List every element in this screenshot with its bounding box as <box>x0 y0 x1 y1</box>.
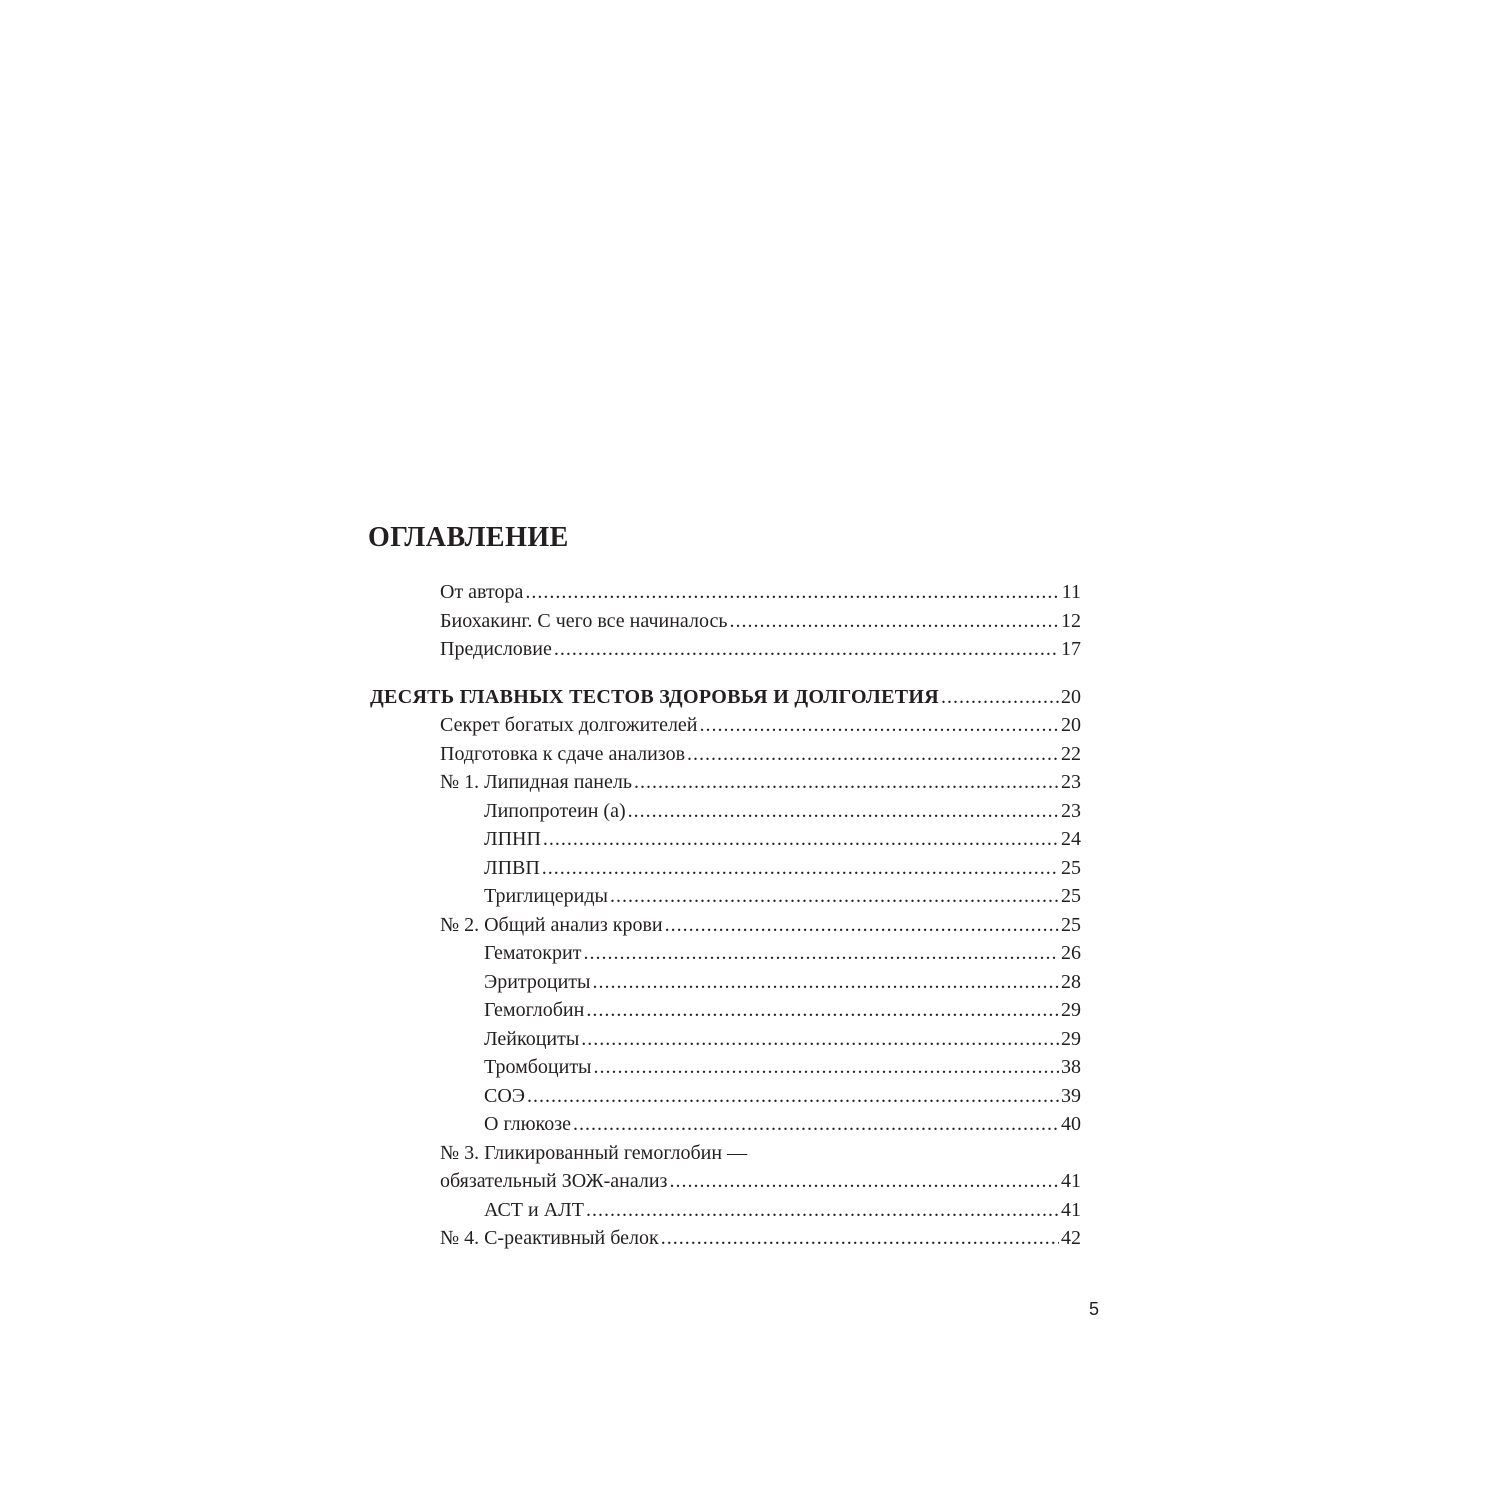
toc-entry-label: обязательный ЗОЖ-анализ <box>440 1170 668 1192</box>
toc-entry <box>440 607 1081 636</box>
toc-entry-page: 38 <box>1061 1056 1081 1078</box>
toc-dot-leader <box>665 911 1059 940</box>
toc-dot-leader <box>669 1167 1059 1196</box>
toc-entry-page: 20 <box>1061 685 1081 708</box>
toc-dot-leader <box>594 1053 1060 1082</box>
toc-entry-page: 28 <box>1061 970 1081 993</box>
toc-entry-page: 29 <box>1061 999 1081 1021</box>
toc-entry <box>440 1167 1081 1196</box>
toc-dot-leader <box>542 854 1059 883</box>
toc-entry <box>484 1196 1081 1225</box>
toc-entry <box>440 768 1081 797</box>
toc-entry-label: Лейкоциты <box>484 1027 580 1050</box>
toc-entry-label: АСТ и АЛТ <box>484 1198 584 1221</box>
toc-entry-page: 41 <box>1061 1170 1081 1192</box>
toc-entry-page: 29 <box>1061 1027 1081 1050</box>
toc-entry-label: О глюкозе <box>484 1113 572 1135</box>
toc-dot-leader <box>573 1110 1059 1139</box>
page-number: 5 <box>1089 1299 1100 1319</box>
toc-entry-label: № 4. С-реактивный белок <box>440 1227 659 1249</box>
toc-entry-label: № 1. Липидная панель <box>440 771 632 793</box>
toc-entry-label: ЛПВП <box>484 856 540 879</box>
toc-entry-page: 25 <box>1061 856 1081 879</box>
toc-entry <box>484 797 1081 826</box>
toc-entry-label: Предисловие <box>440 638 552 660</box>
toc-entry <box>484 1053 1081 1082</box>
toc-dot-leader <box>628 797 1059 826</box>
toc-entry-page: 25 <box>1061 885 1081 907</box>
toc-dot-leader <box>729 607 1059 636</box>
toc-entry <box>484 996 1081 1025</box>
toc-entry <box>484 854 1081 883</box>
toc-entry-page: 12 <box>1061 609 1081 632</box>
toc-entry-page: 24 <box>1061 828 1081 850</box>
toc-entry <box>484 825 1081 854</box>
toc-entry <box>440 711 1081 740</box>
toc-entry <box>484 1025 1081 1054</box>
toc-entry <box>484 1110 1081 1139</box>
toc-entry-label: Тромбоциты <box>484 1056 592 1078</box>
toc-dot-leader <box>634 768 1059 797</box>
toc-entry-label: Биохакинг. С чего все начиналось <box>440 609 728 632</box>
toc-entry-page: 41 <box>1061 1198 1081 1221</box>
toc-entry-page: 23 <box>1061 771 1081 793</box>
toc-dot-leader <box>687 740 1059 769</box>
toc-entry-page: 39 <box>1061 1084 1081 1107</box>
toc-entry <box>440 740 1081 769</box>
toc-entry-label: Подготовка к сдаче анализов <box>440 742 686 765</box>
toc-entry-label: ЛПНП <box>484 828 541 850</box>
toc-dot-leader <box>586 1196 1059 1225</box>
toc-entry-page: 40 <box>1061 1113 1081 1135</box>
toc-entry-label: Секрет богатых долгожителей <box>440 714 698 736</box>
toc-title: ОГЛАВЛЕНИЕ <box>368 522 569 553</box>
toc-entry-page: 25 <box>1061 913 1081 936</box>
toc-dot-leader <box>543 825 1059 854</box>
toc-entry-label: № 2. Общий анализ крови <box>440 913 663 936</box>
toc-entry <box>484 939 1081 968</box>
toc-entry-page: 22 <box>1061 742 1081 765</box>
toc-dot-leader <box>592 968 1059 997</box>
toc-entry-label: СОЭ <box>484 1084 525 1107</box>
toc-entry-label: Липопротеин (а) <box>484 799 626 822</box>
toc-dot-leader <box>525 578 1059 607</box>
toc-entry-label: ДЕСЯТЬ ГЛАВНЫХ ТЕСТОВ ЗДОРОВЬЯ И ДОЛГОЛЕТИЯ <box>370 685 939 708</box>
toc-dot-leader <box>610 882 1059 911</box>
toc-entry-label: Гемоглобин <box>484 999 585 1021</box>
toc-dot-leader <box>554 635 1059 664</box>
toc-dot-leader <box>661 1224 1059 1253</box>
toc-entry-page: 26 <box>1061 942 1081 964</box>
toc-entry-label: От автора <box>440 581 524 603</box>
toc-entry <box>440 578 1081 607</box>
toc-dot-leader <box>527 1082 1059 1111</box>
toc-entry-label: Триглицериды <box>484 885 608 907</box>
toc-entry <box>440 911 1081 940</box>
toc-entry <box>484 882 1081 911</box>
toc-section-heading <box>370 683 1081 712</box>
toc-entry-page: 20 <box>1061 714 1081 736</box>
toc-dot-leader <box>700 711 1059 740</box>
toc-entry <box>440 635 1081 664</box>
toc-entry <box>484 968 1081 997</box>
toc-entry-page: 42 <box>1061 1227 1081 1249</box>
toc-entry <box>440 1139 1081 1168</box>
toc-dot-leader <box>581 1025 1059 1054</box>
toc-entry-page: 17 <box>1061 638 1081 660</box>
toc-dot-leader <box>583 939 1059 968</box>
toc-entry-label: № 3. Гликированный гемоглобин — <box>440 1141 748 1164</box>
toc-entry-page: 11 <box>1061 581 1081 603</box>
toc-entry-page: 23 <box>1061 799 1081 822</box>
toc-dot-leader <box>586 996 1059 1025</box>
toc-entry-label: Эритроциты <box>484 970 591 993</box>
toc-entry <box>484 1082 1081 1111</box>
toc-dot-leader <box>941 683 1059 712</box>
toc-entry-label: Гематокрит <box>484 942 582 964</box>
toc-entry <box>440 1224 1081 1253</box>
